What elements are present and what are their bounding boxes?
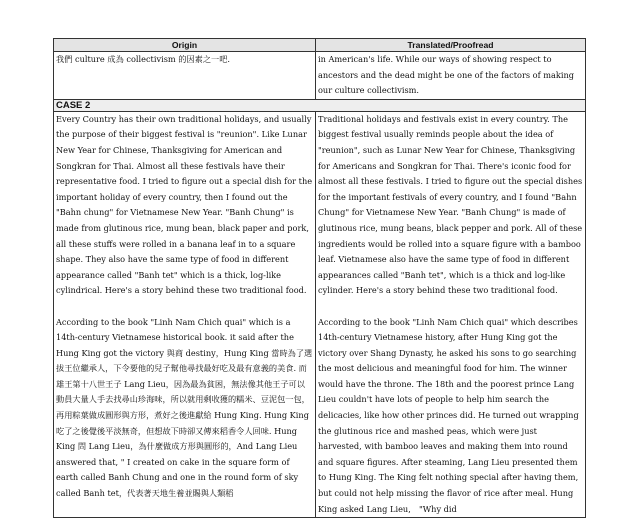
case-row — [54, 99, 586, 111]
table-row — [54, 52, 586, 100]
translated-paragraph: Traditional holidays and festivals exist in every country. The biggest festival usually reminds people about the idea of "reunion", such as Lunar New Year for Chinese, Thanksgiving for Americans and Songkran for Thai. There's iconic food for almost all these festivals. I tried to figure out the special dishes for the important festivals of every country, and I found "Bahn Chung" for Vietnamese New Year. "Banh Chung" is made of glutinous rice, mung beans, black pepper and pork. All of these ingredients would be rolled into a square figure with a bamboo leaf. Vietnamese also have the same type of food in different appearances called "Banh tet", which is a thick and log-like cylinder. Here's a story behind these two traditional food. — [318, 113, 583, 296]
origin-column-header: Origin — [54, 39, 316, 52]
translation-table — [53, 38, 586, 518]
origin-cell — [54, 111, 316, 517]
translated-paragraph: According to the book "Linh Nam Chich quai" which describes 14th-century Vietnamese history, after Hung King got the victory over Shang Dynasty, he asked his sons to go searching the most delicious and meaningful food for him. The winner would have the throne. The 18th and the poorest prince Lang Lieu couldn't have lots of people to help him search the delicacies, like how other princes did. He turned out wrapping the glutinous rice and mashed peas, which were just harvested, with bamboo leaves and making them into round and square figures. After steaming, Lang Lieu presented them to Hung King. The King felt nothing special after having them, but could not help missing the flavor of rice after meal. Hung King asked Lang Lieu, "Why did — [318, 316, 579, 514]
origin-paragraph: Every Country has their own traditional holidays, and usually the purpose of their biggest festival is "reunion". Like Lunar New Year for Chinese, Thanksgiving for American and Songkran for Thai. Almost all these festivals have their representative food. I tried to figure out a special dish for the important holiday of every country, then I found out the "Bahn chung" for Vietnamese New Year. "Banh Chung" is made from glutinous rice, mung bean, black paper and pork, all these stuffs were rolled in a banana leaf in to a square shape. They also have the same type of food in different appearance called "Banh tet" which is a thick, log-like cylindrical. Here's a story behind these two traditional food. — [56, 113, 313, 296]
translated-cell — [316, 111, 586, 517]
origin-cell: 我們 culture 成為 collectivism 的因素之一吧. — [54, 52, 316, 100]
header-row — [54, 39, 586, 52]
origin-paragraph: According to the book "Linh Nam Chich quai" which is a 14th-century Vietnamese historical book. it said after the Hung King got the victory 與商 destiny，Hung King 當時為了選拔王位繼承人，下令要他的兒子幫他尋找最好吃及最有意義的美食. 而雄王第十八世王子 Lang Lieu，因為最為貧困，無法像其他王子可以動員大量人手去找尋山珍海味，所以就用剩收獲的糯米、豆泥包一包，再用粽葉做成圓形與方形，煮好之後進獻給 Hung King. Hung King 吃了之後覺後平淡無奇，但想故下時卻又傳來稻香令人回味. Hung King 問 Lang Lieu，為什麼做成方形與圓形的，And Lang Lieu answered that, " I created on cake in the square form of earth called Banh Chung and one in the round form of sky called Banh tet，代表著天地生養並賜與人類稻 — [56, 316, 313, 499]
translated-cell: in American's life. While our ways of showing respect to ancestors and the dead might be one of the factors of making our culture collectivism. — [316, 52, 586, 100]
paragraph-gap — [56, 299, 313, 315]
document-page — [53, 38, 585, 518]
case-label: CASE 2 — [54, 99, 586, 111]
paragraph-gap — [318, 299, 583, 315]
translated-column-header: Translated/Proofread — [316, 39, 586, 52]
table-row — [54, 111, 586, 517]
